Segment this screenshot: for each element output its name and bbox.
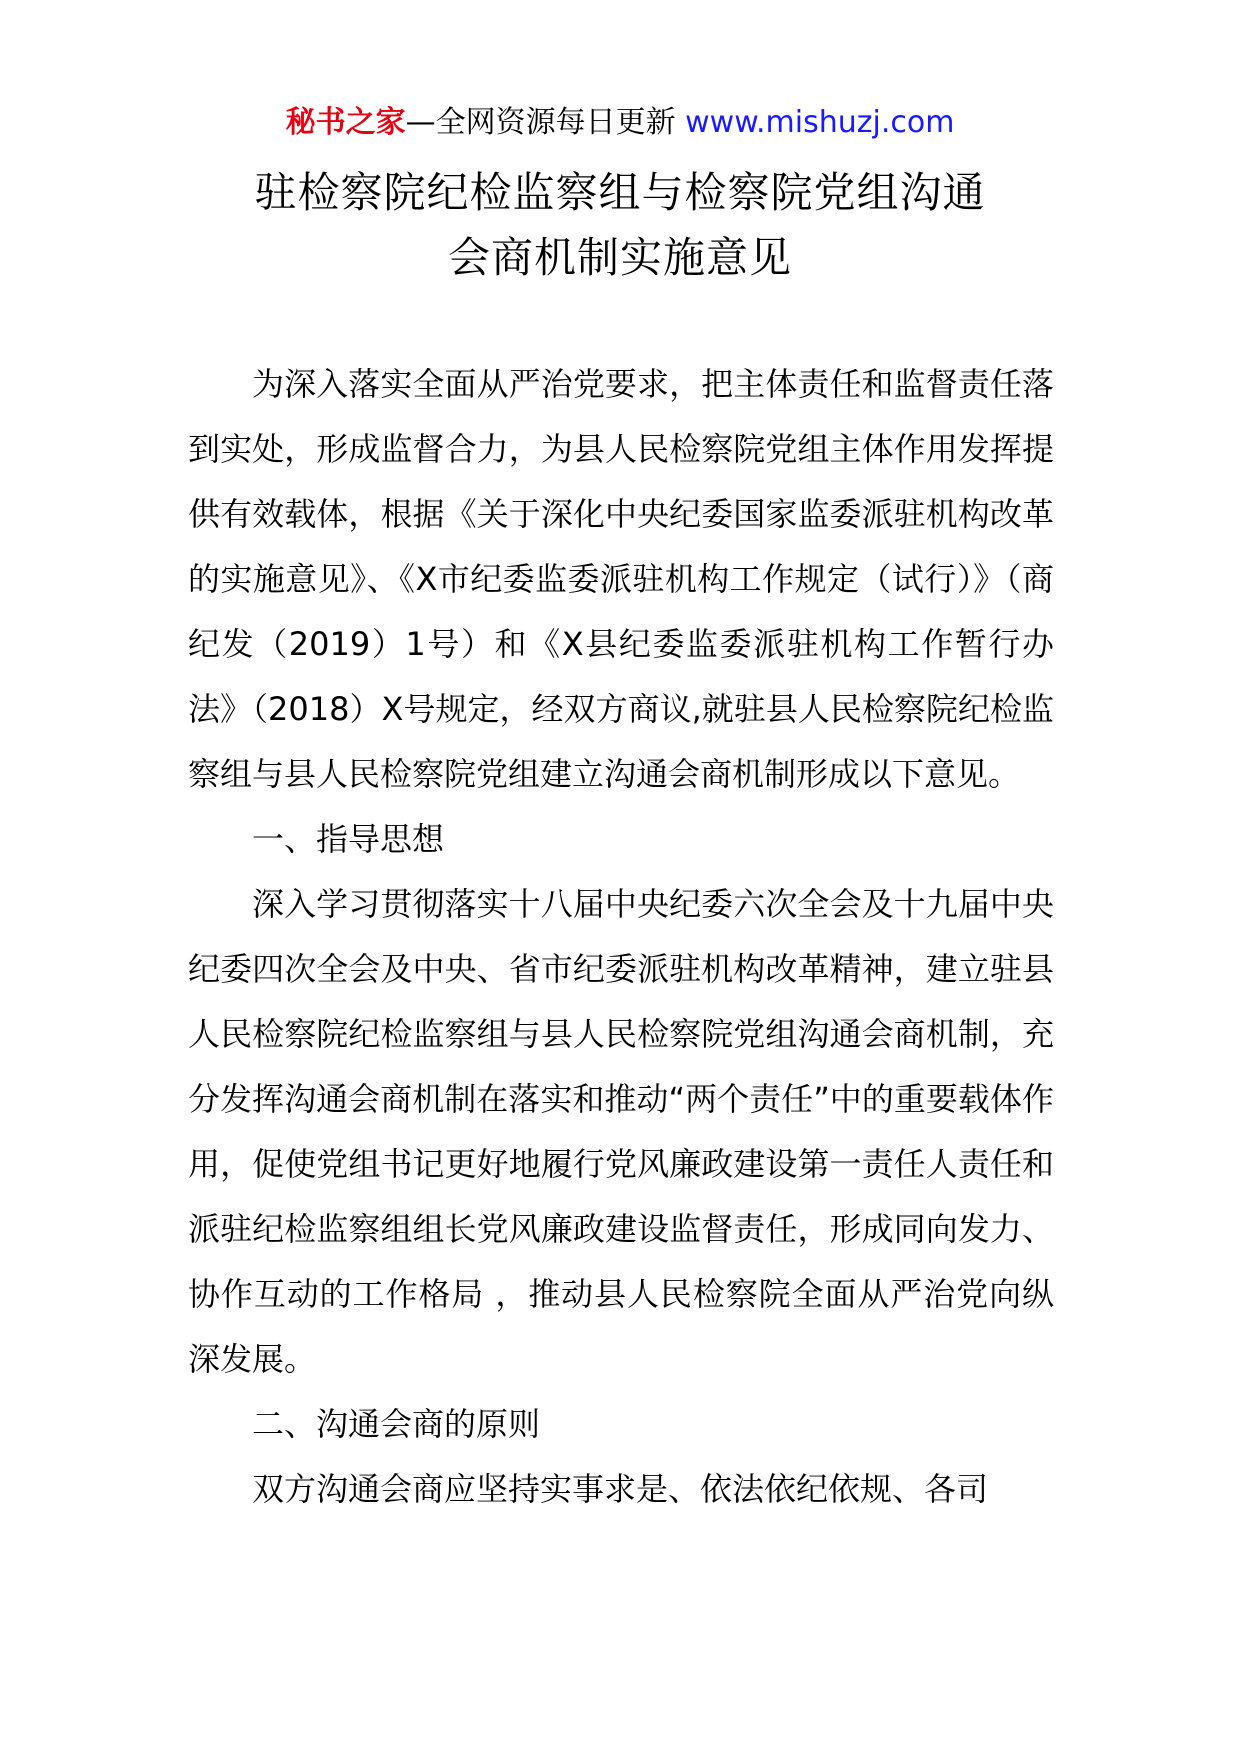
banner-tagline: —全网资源每日更新 [405,105,676,140]
header-banner [0,103,1240,143]
principles-paragraph: 双方沟通会商应坚持实事求是、依法依纪依规、各司 [252,1470,989,1508]
website-link[interactable]: www.mishuzj.com [685,105,955,140]
intro-paragraph: 为深入落实全面从严治党要求，把主体责任和监督责任落到实处，形成监督合力，为县人民检察院党组主体作用发挥提供有效载体，根据《关于深化中央纪委国家监委派驻机构改革的实施意见》、《X市纪委监委派驻机构工作规定（试行）》（商纪发（2019）1号）和《X县纪委监委派驻机构工作暂行办法》（2018）X号规定，经双方商议,就驻县人民检察院纪检监察组与县人民检察院党组建立沟通会商机制形成以下意见。 [188,365,1054,793]
brand-name: 秘书之家 [285,105,406,140]
document-title-line-2: 会商机制实施意见 [447,233,792,282]
document-title-line-1: 驻检察院纪检监察组与检察院党组沟通 [254,168,986,217]
section-heading-guiding-ideology: 一、指导思想 [252,820,445,858]
guiding-ideology-paragraph: 深入学习贯彻落实十八届中央纪委六次全会及十九届中央纪委四次全会及中央、省市纪委派驻机构改革精神，建立驻县人民检察院纪检监察组与县人民检察院党组沟通会商机制，充分发挥沟通会商机制在落实和推动“两个责任”中的重要载体作用，促使党组书记更好地履行党风廉政建设第一责任人责任和派驻纪检监察组组长党风廉政建设监督责任，形成同向发力、协作互动的工作格局 ，推动县人民检察院全面从严治党向纵深发展。 [188,885,1054,1378]
section-heading-principles: 二、沟通会商的原则 [252,1405,541,1443]
document-body [188,352,1054,1522]
